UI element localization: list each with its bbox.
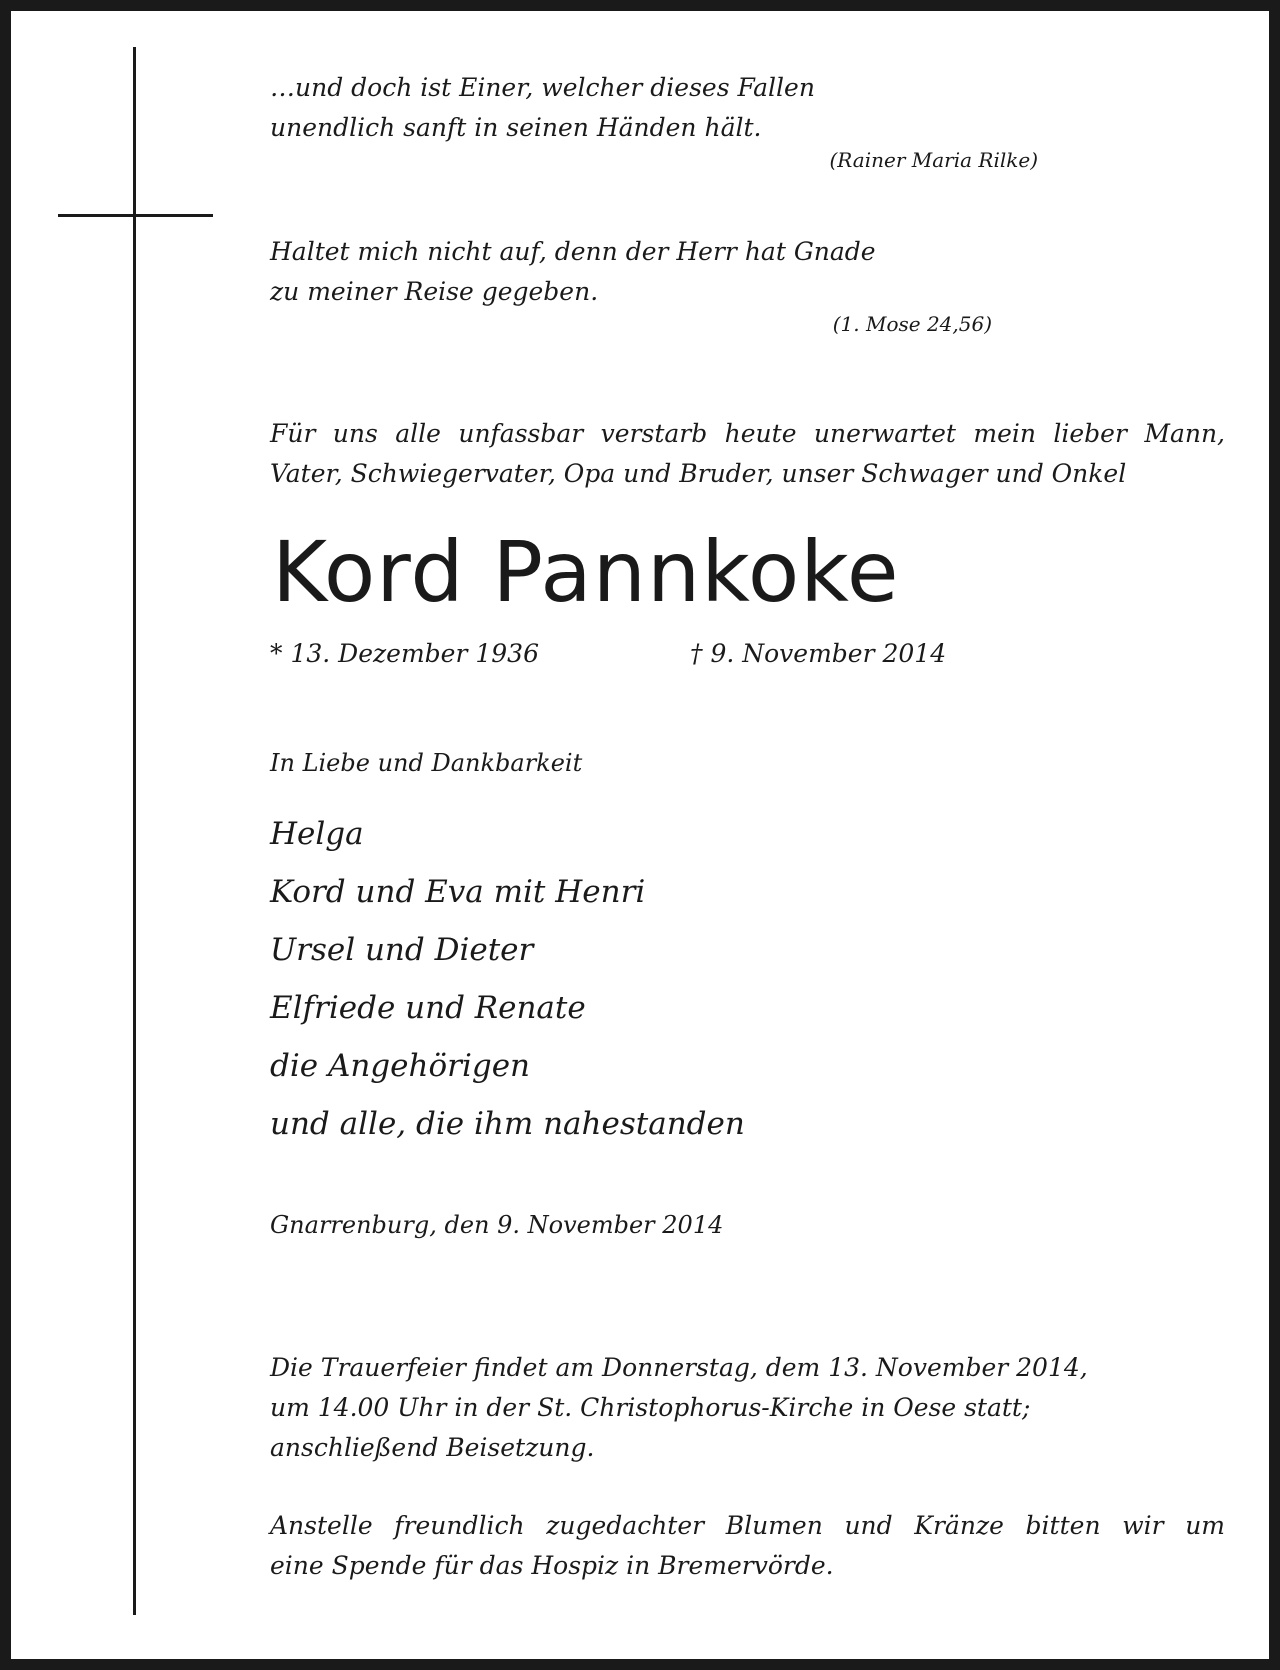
quote-line: unendlich sanft in seinen Händen hält.	[270, 113, 762, 142]
donation-line: Anstelle freundlich zugedachter Blumen und Kränze bitten wir um	[270, 1511, 1225, 1540]
life-dates	[270, 636, 1225, 672]
death-announcement	[270, 414, 1225, 494]
mourners-list	[270, 805, 1225, 1153]
rilke-quote	[270, 68, 1225, 148]
funeral-service-info	[270, 1348, 1225, 1468]
mourner: und alle, die ihm nahestanden	[270, 1106, 745, 1142]
service-line: um 14.00 Uhr in der St. Christophorus-Kirche in Oese statt;	[270, 1393, 1031, 1422]
donation-line: eine Spende für das Hospiz in Bremervörde.	[270, 1551, 834, 1580]
service-line: anschließend Beisetzung.	[270, 1433, 595, 1462]
quote-line: Haltet mich nicht auf, denn der Herr hat Gnade	[270, 237, 876, 266]
quote-line: zu meiner Reise gegeben.	[270, 277, 599, 306]
service-line: Die Trauerfeier findet am Donnerstag, dem 13. November 2014,	[270, 1353, 1088, 1382]
mourner: die Angehörigen	[270, 1048, 531, 1084]
bible-quote	[270, 232, 1225, 312]
donation-request	[270, 1506, 1225, 1586]
death-date: † 9. November 2014	[690, 639, 947, 668]
deceased-name: Kord Pannkoke	[272, 523, 900, 621]
cross-vertical-bar	[133, 47, 136, 1615]
mourner: Ursel und Dieter	[270, 932, 534, 968]
place-and-date: Gnarrenburg, den 9. November 2014	[270, 1211, 724, 1239]
quote-line: …und doch ist Einer, welcher dieses Fallen	[270, 73, 815, 102]
mourner: Kord und Eva mit Henri	[270, 874, 646, 910]
rilke-quote-source: (Rainer Maria Rilke)	[829, 148, 1038, 172]
bible-quote-source: (1. Mose 24,56)	[832, 312, 992, 336]
dedication: In Liebe und Dankbarkeit	[270, 749, 583, 777]
mourner: Elfriede und Renate	[270, 990, 586, 1026]
mourner: Helga	[270, 816, 364, 852]
announcement-line: Vater, Schwiegervater, Opa und Bruder, unser Schwager und Onkel	[270, 459, 1127, 488]
cross-horizontal-bar	[58, 214, 213, 217]
birth-date: * 13. Dezember 1936	[270, 639, 539, 668]
announcement-line: Für uns alle unfassbar verstarb heute unerwartet mein lieber Mann,	[270, 419, 1225, 448]
